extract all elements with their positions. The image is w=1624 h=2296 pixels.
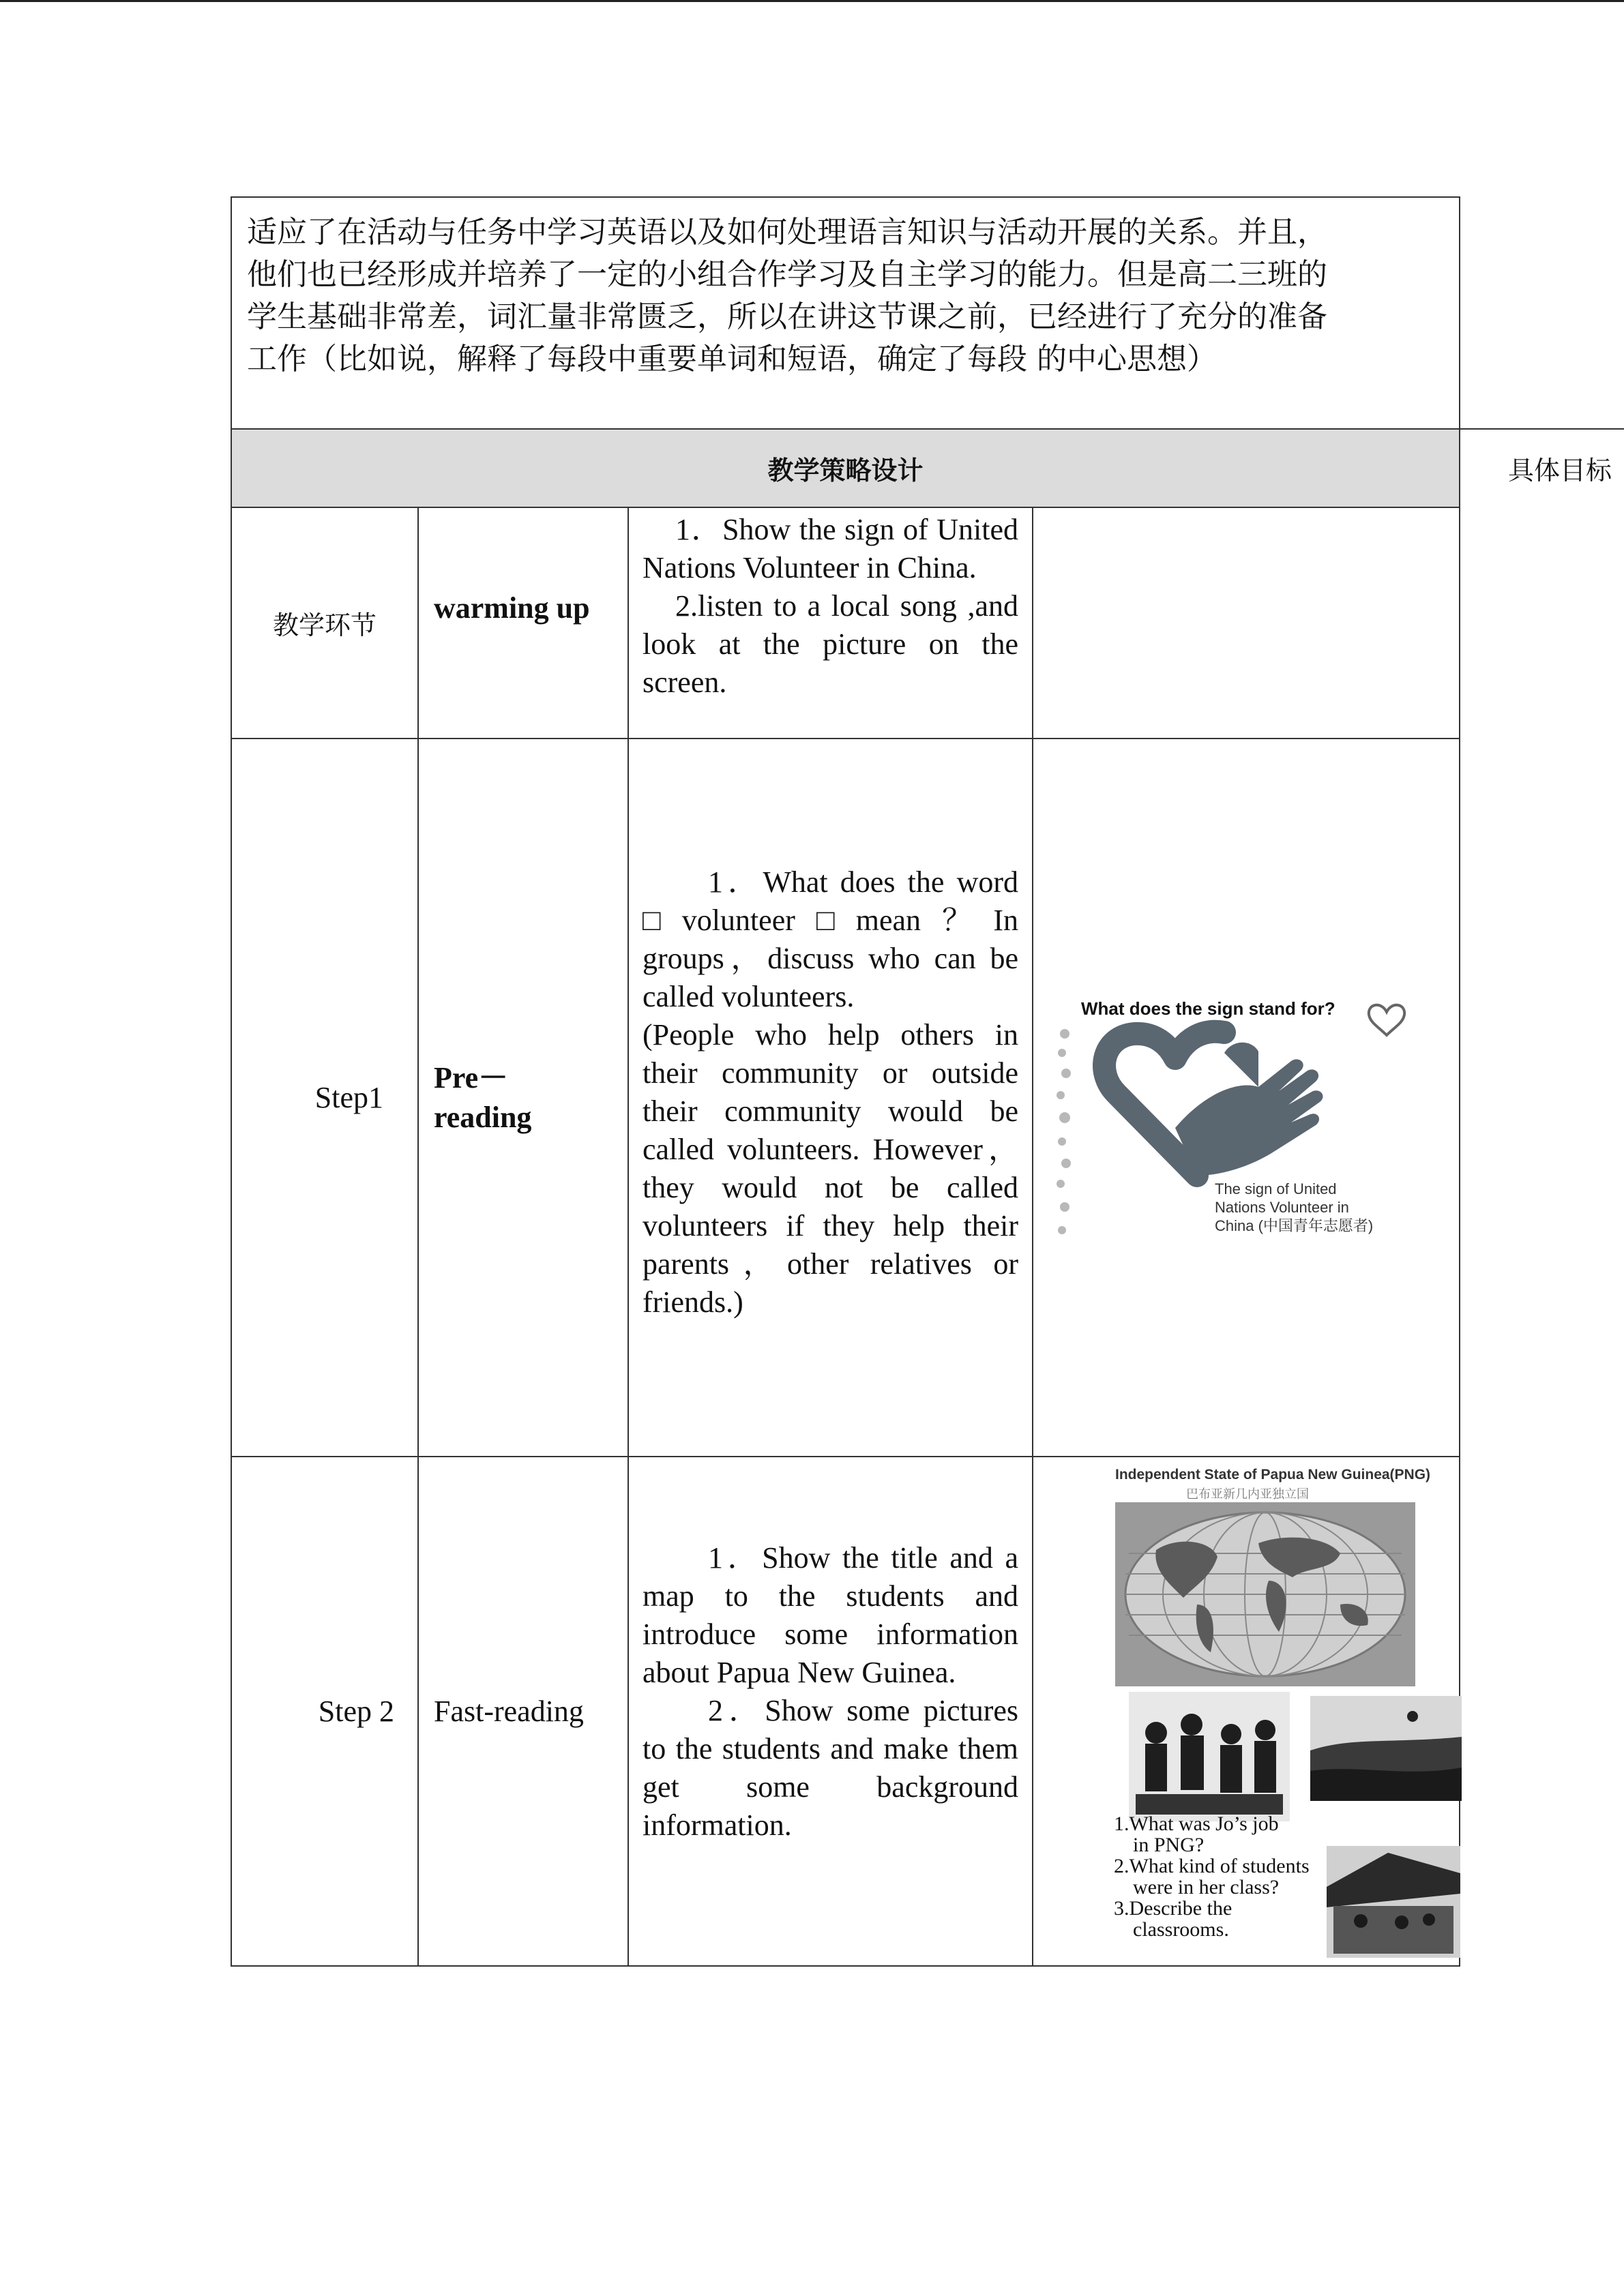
png-questions xyxy=(1114,1813,1310,1940)
row3-stage xyxy=(231,1456,417,1967)
row3-activity-2: 2．Show some pictures to the students and make them get some background information. xyxy=(643,1694,1018,1842)
row1-activity-2: 2.listen to a local song ,and look at the picture on the screen. xyxy=(643,589,1018,699)
world-map-icon xyxy=(1115,1502,1415,1686)
row2-image-cell xyxy=(1032,738,1460,1456)
row3-stage-label: Step 2 xyxy=(318,1694,394,1728)
row2-stage-label: Step1 xyxy=(314,1080,383,1114)
students-photo-icon xyxy=(1129,1692,1290,1821)
png-map-title: Independent State of Papua New Guinea(PNG) xyxy=(1115,1467,1431,1482)
volunteer-caption-line3: China (中国青年志愿者) xyxy=(1215,1217,1374,1234)
row1-name xyxy=(417,507,628,738)
row2-name xyxy=(417,738,628,1456)
goal-header-label: 具体目标 xyxy=(1508,456,1612,486)
row2-activity-1: 1．What does the word □volunteer□mean？In groups，discuss who can be called volunteers. xyxy=(643,865,1018,1013)
strategy-header xyxy=(231,428,1460,507)
row1-activities xyxy=(628,507,1032,738)
png-question-3b: classrooms. xyxy=(1133,1918,1229,1941)
volunteer-caption-line1: The sign of United xyxy=(1215,1180,1337,1197)
png-question-2b: were in her class? xyxy=(1133,1876,1280,1898)
row3-name xyxy=(417,1456,628,1967)
row2-activity-2: (People who help others in their community or outside their community would be called volunteers. However，they would not be called volunteers if they help their parents，other relatives or friends.) xyxy=(643,1018,1018,1319)
png-map-subtitle: 巴布亚新几内亚独立国 xyxy=(1186,1487,1309,1502)
png-question-1b: in PNG? xyxy=(1133,1834,1205,1856)
row2-activities xyxy=(628,738,1032,1456)
row2-name-line1: Pre－ xyxy=(434,1060,509,1094)
row2-goal-cell xyxy=(1460,738,1624,1456)
row2-stage xyxy=(231,738,417,1456)
classroom-photo-icon xyxy=(1327,1846,1460,1958)
row1-goal-cell xyxy=(1460,507,1624,738)
row3-image-cell xyxy=(1032,1456,1460,1967)
volunteer-sign-question: What does the sign stand for? xyxy=(1081,998,1335,1019)
png-question-1: 1.What was Jo’s job xyxy=(1114,1813,1279,1835)
volunteer-sign-caption xyxy=(1215,1180,1373,1235)
row1-activity-1: 1．Show the sign of United Nations Volunteer in China. xyxy=(643,513,1018,584)
row3-activities xyxy=(628,1456,1032,1967)
row3-activity-1: 1．Show the title and a map to the students and introduce some information about Papua New Guinea. xyxy=(643,1541,1018,1689)
village-photo-icon xyxy=(1310,1696,1462,1801)
page-top-border xyxy=(0,0,1624,2)
row3-name-label: Fast-reading xyxy=(434,1694,584,1728)
intro-paragraph: 适应了在活动与任务中学习英语以及如何处理语言知识与活动开展的关系。并且， 他们也已经形成并培养了一定的小组合作学习及自主学习的能力。但是高二三班的 学生基础非常差，词汇量非常匮乏，所以在讲这节课之前，已经进行了充分的准备 工作（比如说，解释了每段中重要单词和短语，确定了每段 的中心思想） xyxy=(231,196,1460,428)
row2-name-line2: reading xyxy=(434,1100,532,1134)
volunteer-caption-line2: Nations Volunteer in xyxy=(1215,1199,1349,1216)
row1-name-label: warming up xyxy=(434,591,590,625)
strategy-header-label: 教学策略设计 xyxy=(767,456,924,486)
row1-stage-label: 教学环节 xyxy=(272,610,377,640)
goal-header xyxy=(1460,428,1624,507)
png-question-2: 2.What kind of students xyxy=(1114,1855,1310,1877)
png-question-3: 3.Describe the xyxy=(1114,1897,1232,1920)
row1-image-cell xyxy=(1032,507,1460,738)
row1-stage xyxy=(231,507,417,738)
